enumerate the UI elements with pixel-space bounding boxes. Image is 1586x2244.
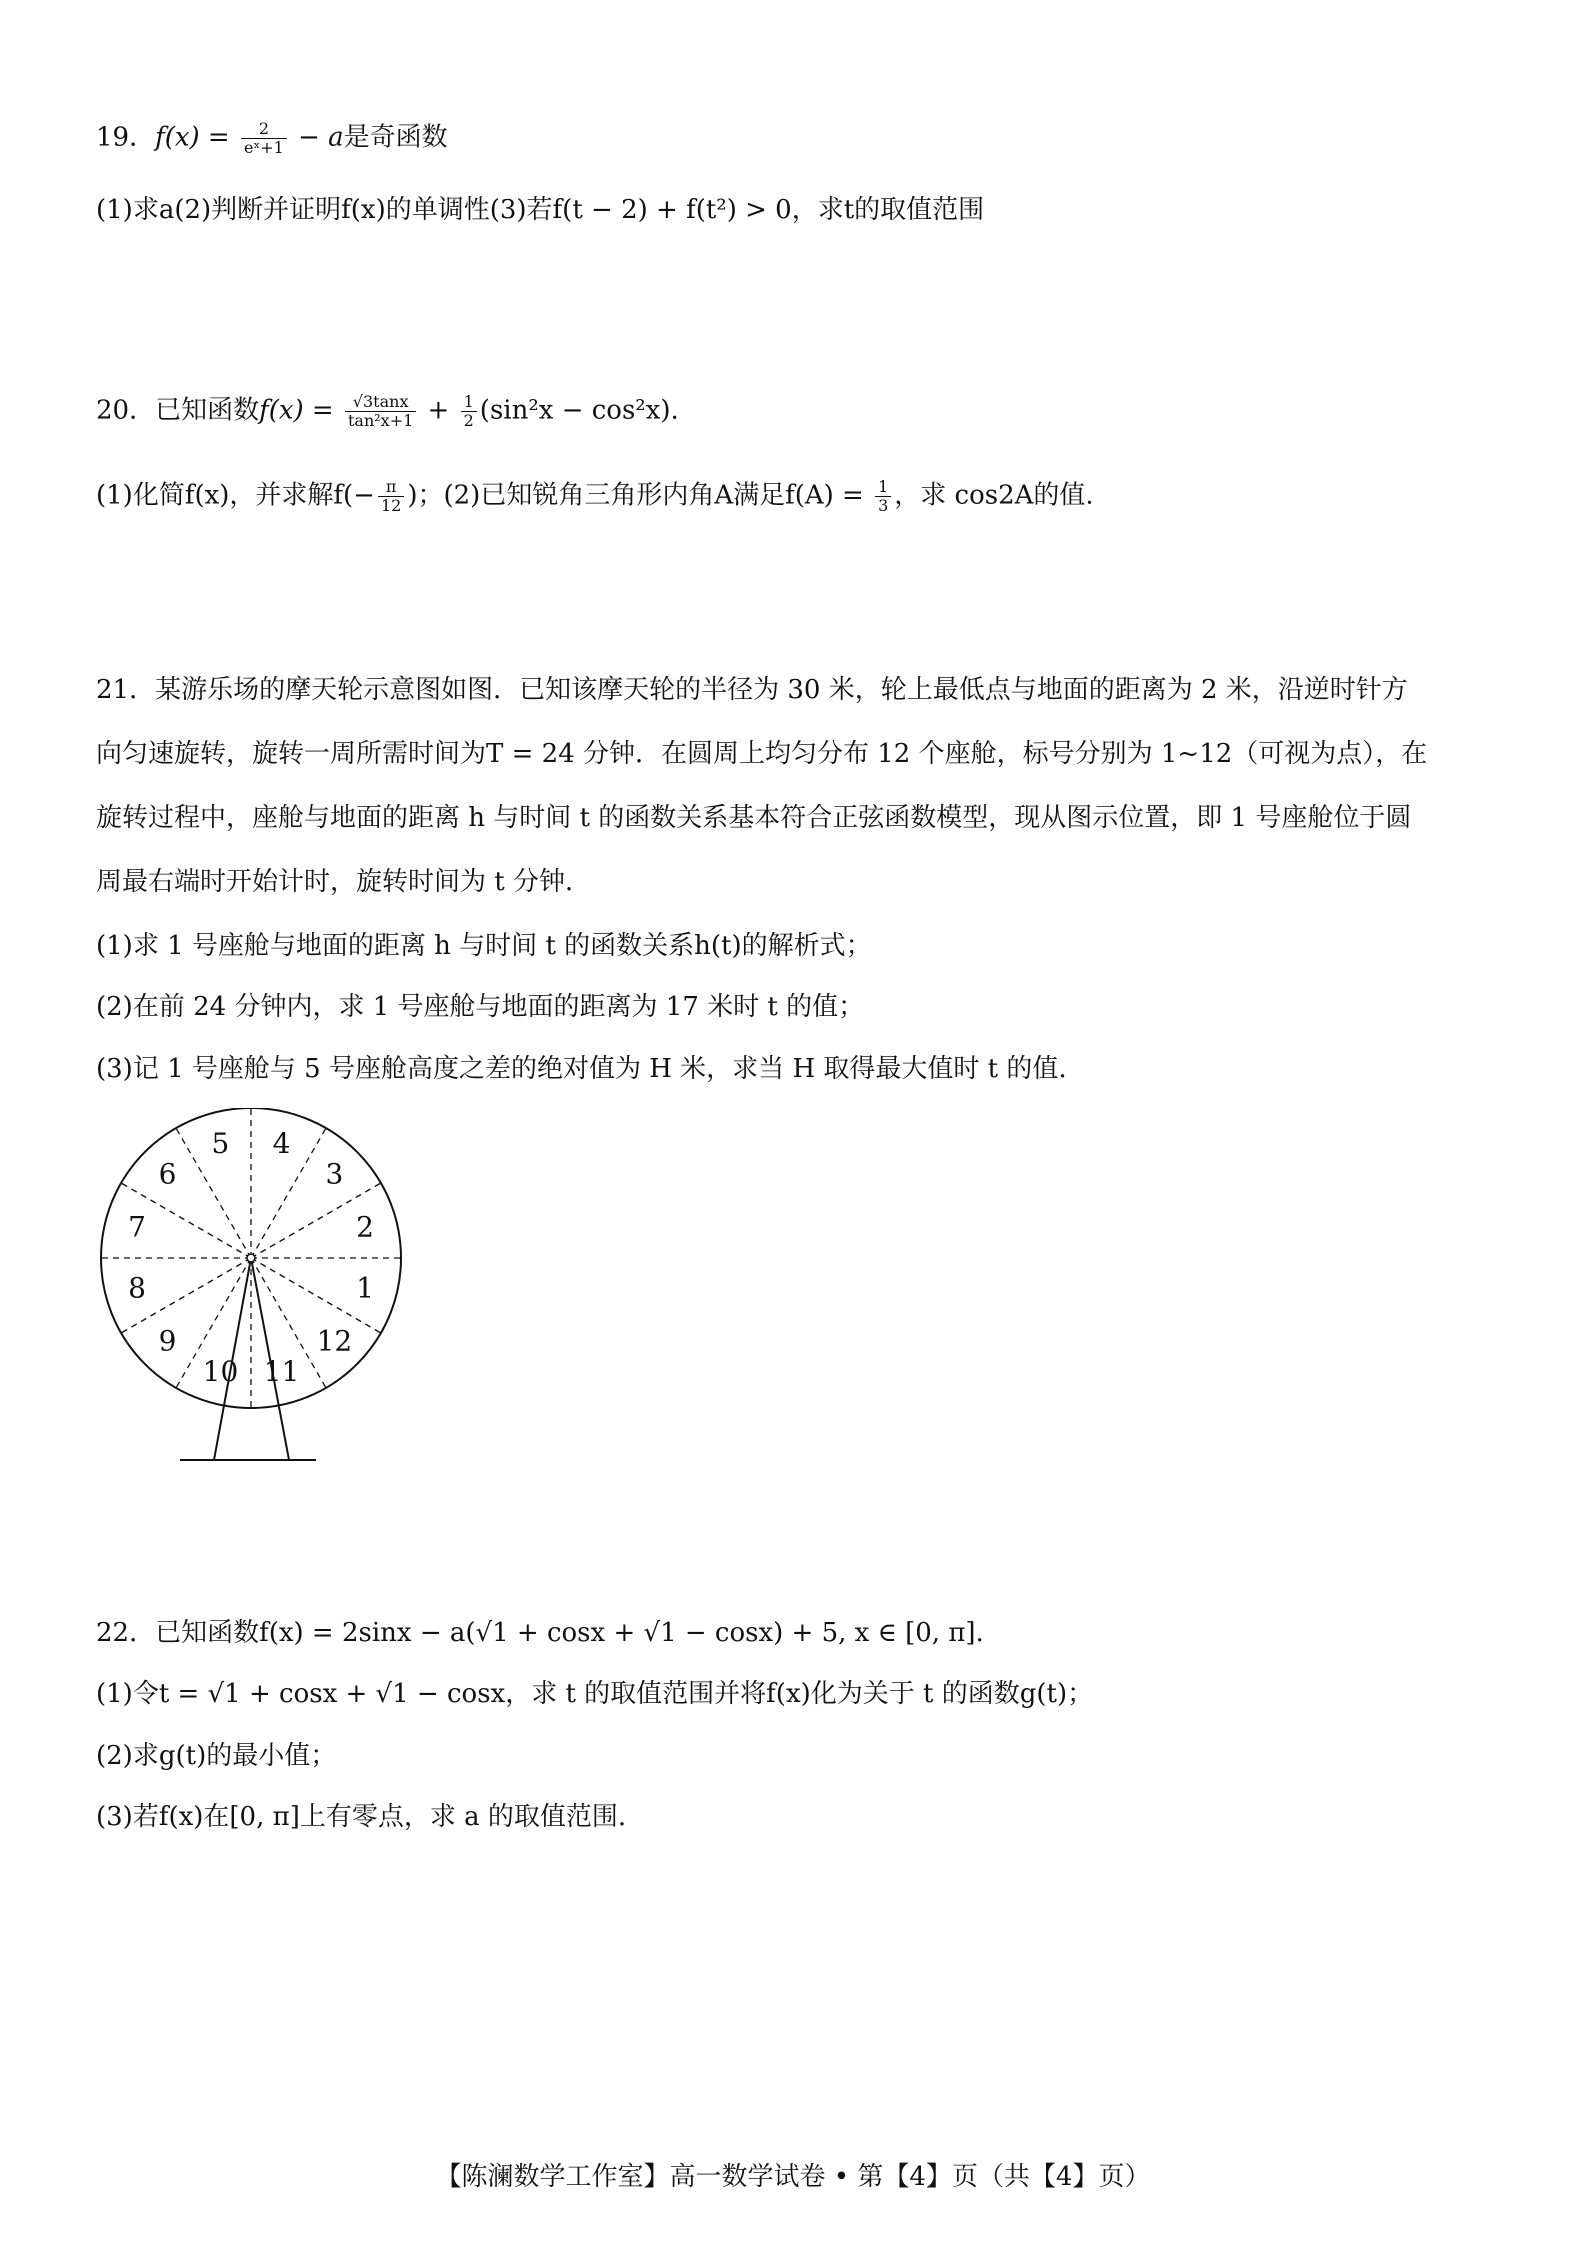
q20-frac1-num: √3tanx — [345, 393, 416, 412]
q19-tail-text: 是奇函数 — [343, 122, 448, 153]
seat-label-6: 6 — [158, 1157, 177, 1191]
q22-stem-text: 22．已知函数f(x) = 2sinx − a(√1 + cosx + √1 − cosx) + 5, x ∈ [0, π]. — [96, 1618, 984, 1648]
q20-number: 20．已知函数 — [96, 395, 260, 426]
q20-paren-open: (− — [343, 480, 375, 511]
seat-label-5: 5 — [211, 1127, 230, 1161]
q20-frac3-num: π — [378, 478, 404, 497]
seat-label-10: 10 — [202, 1354, 239, 1388]
q20-fraction-4 — [875, 478, 891, 515]
q20-fraction-2 — [461, 393, 477, 430]
q20-part-a: (1)化简f(x)，并求解f — [96, 480, 344, 511]
seat-label-12: 12 — [316, 1324, 353, 1358]
q20-frac4-den: 3 — [878, 496, 889, 515]
q19-frac-den: eˣ+1 — [243, 138, 284, 157]
q20-parts — [96, 478, 1094, 515]
q21-line-1: 21．某游乐场的摩天轮示意图如图．已知该摩天轮的半径为 30 米，轮上最低点与地面的距离为 2 米，沿逆时针方 — [96, 675, 1408, 705]
q19-number: 19． — [96, 122, 156, 153]
q20-part-c: ，求 cos2A的值. — [894, 480, 1094, 511]
seat-label-3: 3 — [325, 1157, 344, 1191]
seat-label-1: 1 — [356, 1271, 374, 1305]
q20-frac3-den: 12 — [380, 496, 402, 515]
q20-plus: + — [419, 395, 458, 426]
q20-frac2-den: 2 — [463, 411, 474, 430]
q20-frac1-den: tan²x+1 — [347, 411, 414, 430]
q20-f-lhs: f(x) = — [259, 395, 342, 426]
q19-stem — [96, 120, 448, 157]
q21-line-2: 向匀速旋转，旋转一周所需时间为T = 24 分钟．在圆周上均匀分布 12 个座舱，标号分别为 1~12（可视为点），在 — [96, 739, 1428, 769]
q20-fraction-3 — [378, 478, 404, 515]
q19-parts: (1)求a(2)判断并证明f(x)的单调性(3)若f(t − 2) + f(t²) > 0，求t的取值范围 — [96, 195, 985, 225]
hub — [247, 1254, 255, 1262]
seat-label-7: 7 — [128, 1210, 146, 1244]
seat-label-8: 8 — [128, 1271, 146, 1305]
q22-part-3: (3)若f(x)在[0, π]上有零点，求 a 的取值范围. — [96, 1802, 627, 1832]
q20-tail: (sin²x − cos²x). — [479, 395, 679, 426]
q20-frac4-num: 1 — [875, 478, 891, 497]
q19-frac-num: 2 — [241, 120, 287, 139]
q21-part-1: (1)求 1 号座舱与地面的距离 h 与时间 t 的函数关系h(t)的解析式； — [96, 931, 872, 961]
seat-label-11: 11 — [263, 1354, 300, 1388]
seat-label-9: 9 — [158, 1324, 177, 1358]
q21-part-2: (2)在前 24 分钟内，求 1 号座舱与地面的距离为 17 米时 t 的值； — [96, 992, 865, 1022]
q20-part-b: ；(2)已知锐角三角形内角A满足f(A) = — [417, 480, 873, 511]
q21-line-3: 旋转过程中，座舱与地面的距离 h 与时间 t 的函数关系基本符合正弦函数模型，现从图示位置，即 1 号座舱位于圆 — [96, 803, 1412, 833]
ferris-wheel-diagram — [96, 1108, 416, 1478]
page-footer: 【陈澜数学工作室】高一数学试卷 • 第【4】页（共【4】页） — [435, 2162, 1151, 2192]
q19-fraction — [241, 120, 287, 157]
q22-part-2: (2)求g(t)的最小值； — [96, 1741, 337, 1771]
q21-part-3: (3)记 1 号座舱与 5 号座舱高度之差的绝对值为 H 米，求当 H 取得最大值时 t 的值. — [96, 1054, 1067, 1084]
q22-part-1: (1)令t = √1 + cosx + √1 − cosx，求 t 的取值范围并将f(x)化为关于 t 的函数g(t)； — [96, 1679, 1094, 1709]
q19-f-lhs: f(x) = — [155, 122, 238, 153]
q22-stem — [96, 1616, 984, 1650]
q20-paren-close: ) — [407, 480, 418, 511]
q20-stem — [96, 393, 679, 430]
q21-line-4: 周最右端时开始计时，旋转时间为 t 分钟． — [96, 867, 591, 897]
seat-label-2: 2 — [356, 1210, 374, 1244]
seat-label-4: 4 — [272, 1127, 291, 1161]
q19-tail-var: − a — [289, 122, 344, 153]
q20-frac2-num: 1 — [461, 393, 477, 412]
q20-fraction-1 — [345, 393, 416, 430]
